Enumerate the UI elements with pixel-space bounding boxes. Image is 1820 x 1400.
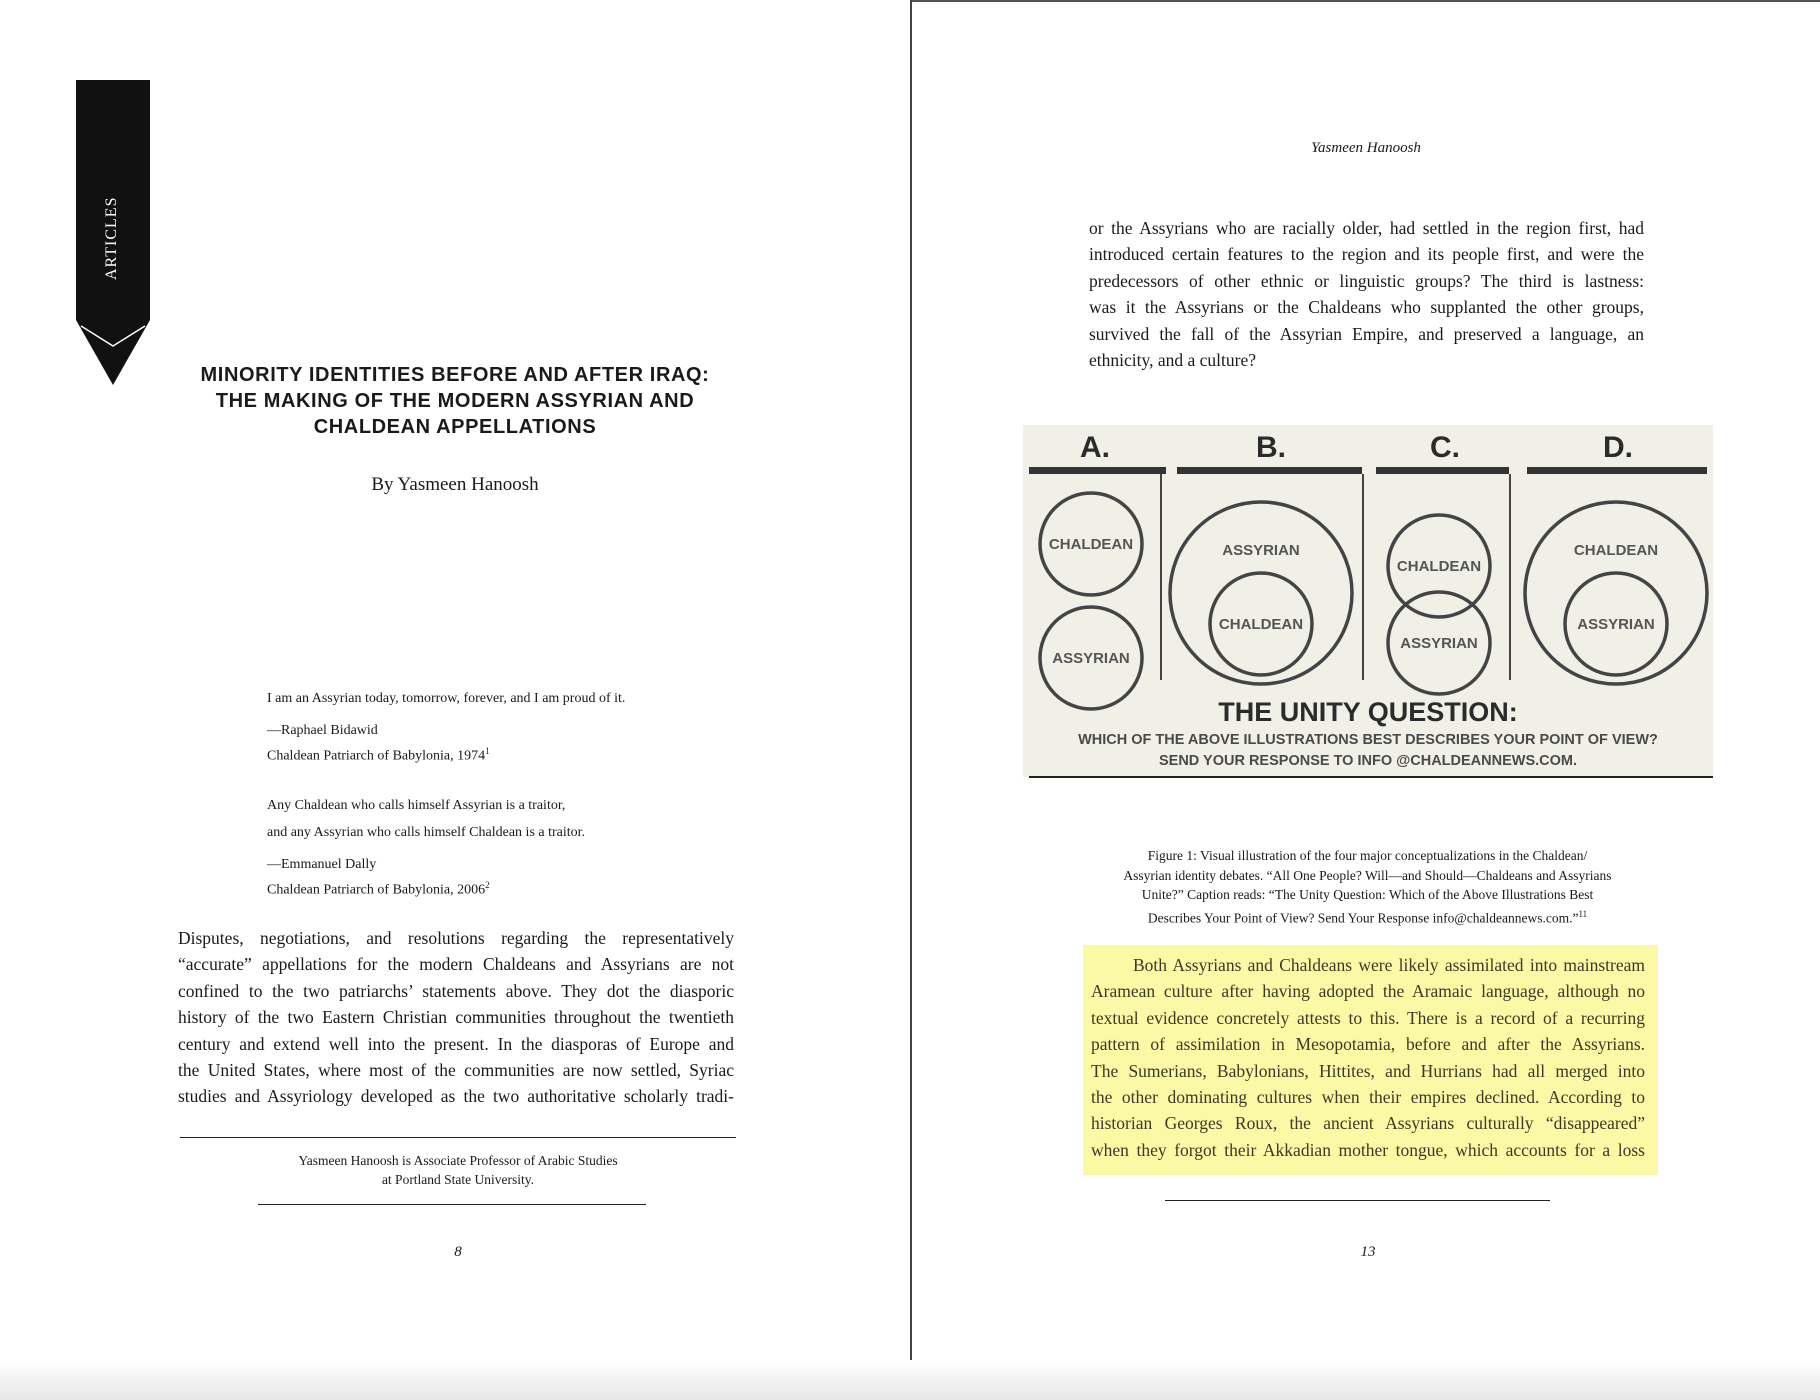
circle-assyrian-outer	[1170, 502, 1352, 684]
highlight-line: The Sumerians, Babylonians, Hittites, and Hurrians had all merged into	[1091, 1060, 1645, 1081]
circle-label: ASSYRIAN	[1577, 616, 1655, 633]
page-number: 8	[454, 1244, 462, 1260]
circle-label: ASSYRIAN	[1052, 650, 1130, 667]
highlighted-passage	[1091, 952, 1645, 1163]
page-bottom-shadow	[0, 1360, 1820, 1400]
body-line: Disputes, negotiations, and resolutions regarding the representatively	[178, 928, 734, 948]
epigraph-author: —Emmanuel Dally	[267, 857, 377, 872]
body-line: “accurate” appellations for the modern Chaldeans and Assyrians are not	[178, 954, 734, 975]
highlight-line: textual evidence concretely attests to this. There is a record of a recurring	[1091, 1007, 1645, 1028]
body-line: introduced certain features to the region and its people first, and were the	[1089, 244, 1644, 265]
body-line: was it the Assyrians or the Chaldeans who supplanted the other groups,	[1089, 297, 1644, 318]
body-paragraph	[178, 925, 734, 1110]
section-tab-label: ARTICLES	[103, 196, 120, 280]
highlight-line: Aramean culture after having adopted the Aramaic language, although no	[1091, 981, 1645, 1002]
article-title	[160, 362, 750, 440]
epigraph-quote-line: and any Assyrian who calls himself Chaldean is a traitor.	[267, 825, 586, 840]
highlight-line: historian Georges Roux, the ancient Assyrians culturally “disappeared”	[1091, 1113, 1645, 1134]
author-note-line: Yasmeen Hanoosh is Associate Professor of Arabic Studies	[298, 1153, 618, 1168]
circle-label: ASSYRIAN	[1400, 635, 1478, 652]
circle-label: CHALDEAN	[1573, 542, 1659, 559]
caption-line: Describes Your Point of View? Send Your Response info@chaldeannews.com.”$^{11}$	[1147, 908, 1588, 925]
footnote-rule	[180, 1137, 736, 1138]
title-line: CHALDEAN APPELLATIONS	[313, 416, 597, 438]
column-bar-b	[1177, 467, 1362, 474]
footnote-rule	[1165, 1200, 1550, 1201]
author-note-line: at Portland State University.	[381, 1172, 535, 1187]
circle-chaldean-outer	[1525, 502, 1707, 684]
highlight-line: Both Assyrians and Chaldeans were likely assimilated into mainstream	[1133, 955, 1645, 975]
column-bar-a	[1029, 467, 1166, 474]
body-line: ethnicity, and a culture?	[1089, 350, 1256, 371]
body-line: the United States, where most of the communities are now settled, Syriac	[178, 1060, 734, 1081]
figure-bottom-rule	[1029, 776, 1713, 778]
epigraph-quote: I am an Assyrian today, tomorrow, forever, and I am proud of it.	[267, 691, 626, 706]
circle-label: CHALDEAN	[1396, 558, 1482, 575]
unity-question-subtext	[1023, 730, 1713, 772]
unity-question-figure	[1023, 425, 1713, 777]
body-line: survived the fall of the Assyrian Empire, and preserved a language, an	[1089, 323, 1644, 344]
body-paragraph	[1089, 215, 1644, 373]
column-letter-a: A.	[1080, 431, 1110, 464]
author-note-rule	[258, 1204, 646, 1205]
page-number: 13	[1360, 1244, 1376, 1260]
title-line: MINORITY IDENTITIES BEFORE AND AFTER IRAQ:	[200, 364, 710, 386]
epigraph-quote-line: Any Chaldean who calls himself Assyrian is a traitor,	[267, 798, 566, 813]
epigraph-2	[267, 795, 585, 901]
unity-sub-line: SEND YOUR RESPONSE TO INFO @CHALDEANNEWS.COM.	[1158, 753, 1578, 769]
circle-label: CHALDEAN	[1218, 616, 1304, 633]
caption-line: Unite?” Caption reads: “The Unity Question: Which of the Above Illustrations Best	[1141, 887, 1594, 902]
body-line: predecessors of other ethnic or linguistic groups? The third is lastness:	[1089, 270, 1644, 291]
highlight-line: when they forgot their Akkadian mother tongue, which accounts for a loss	[1091, 1139, 1645, 1160]
column-letter-d: D.	[1603, 431, 1633, 464]
epigraph-source: Chaldean Patriarch of Babylonia, 1974$^1$	[267, 746, 490, 764]
byline: By Yasmeen Hanoosh	[371, 474, 539, 495]
body-line: history of the two Eastern Christian communities throughout the twentieth	[178, 1007, 734, 1028]
body-line: century and extend well into the present. In the diasporas of Europe and	[178, 1033, 734, 1054]
body-line: studies and Assyriology developed as the two authoritative scholarly tradi-	[178, 1086, 734, 1107]
circle-label: ASSYRIAN	[1222, 542, 1300, 559]
body-line: confined to the two patriarchs’ statements above. They dot the diasporic	[178, 980, 734, 1001]
figure-caption	[1080, 846, 1655, 928]
epigraph-author: —Raphael Bidawid	[267, 723, 378, 738]
highlight-line: the other dominating cultures when their empires declined. According to	[1091, 1087, 1645, 1108]
circle-label: CHALDEAN	[1048, 536, 1134, 553]
epigraph-1	[267, 688, 625, 767]
column-letter-b: B.	[1256, 431, 1286, 464]
body-line: or the Assyrians who are racially older, had settled in the region first, had	[1089, 218, 1644, 238]
running-head: Yasmeen Hanoosh	[1311, 140, 1421, 156]
column-letter-c: C.	[1430, 431, 1460, 464]
column-bar-c	[1376, 467, 1509, 474]
caption-line: Assyrian identity debates. “All One People? Will—and Should—Chaldeans and Assyrians	[1123, 867, 1612, 883]
unity-sub-line: WHICH OF THE ABOVE ILLUSTRATIONS BEST DESCRIBES YOUR POINT OF VIEW?	[1078, 732, 1658, 748]
epigraph-source: Chaldean Patriarch of Babylonia, 2006$^2$	[267, 880, 490, 898]
caption-line: Figure 1: Visual illustration of the four major conceptualizations in the Chaldean/	[1147, 848, 1588, 863]
title-line: THE MAKING OF THE MODERN ASSYRIAN AND	[215, 390, 695, 412]
column-bar-d	[1527, 467, 1707, 474]
author-note	[180, 1151, 736, 1189]
unity-question-heading: THE UNITY QUESTION:	[1218, 697, 1518, 727]
highlight-line: pattern of assimilation in Mesopotamia, before and after the Assyrians.	[1091, 1034, 1645, 1055]
